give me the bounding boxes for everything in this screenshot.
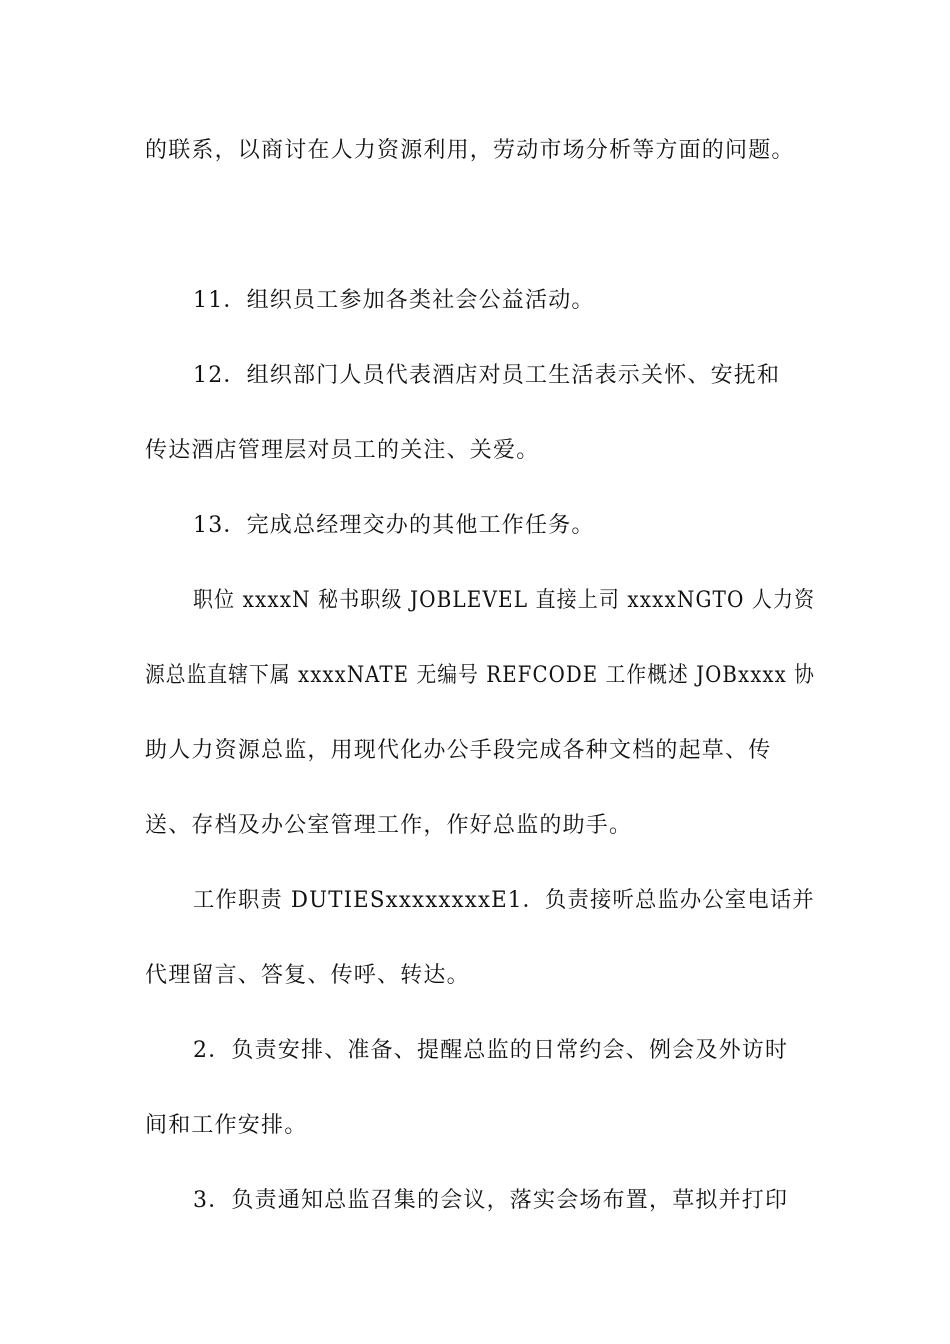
text-line-8: 助人力资源总监，用现代化办公手段完成各种文档的起草、传: [145, 738, 772, 763]
text-line-10: 工作职责 DUTIESxxxxxxxxE1．负责接听总监办公室电话并: [193, 888, 815, 913]
text-line-12: 2．负责安排、准备、提醒总监的日常约会、例会及外访时: [193, 1038, 789, 1063]
text-line-14: 3．负责通知总监召集的会议，落实会场布置，草拟并打印: [193, 1188, 789, 1213]
text-line-11: 代理留言、答复、传呼、转达。: [145, 963, 470, 988]
text-line-9: 送、存档及办公室管理工作，作好总监的助手。: [145, 813, 633, 838]
text-line-5: 13．完成总经理交办的其他工作任务。: [193, 513, 595, 538]
text-line-3: 12．组织部门人员代表酒店对员工生活表示关怀、安抚和: [193, 363, 781, 388]
text-line-13: 间和工作安排。: [145, 1113, 308, 1138]
text-line-1: 的联系，以商讨在人力资源利用，劳动市场分析等方面的问题。: [145, 138, 795, 163]
text-line-7: 源总监直辖下属 xxxxNATE 无编号 REFCODE 工作概述 JOBxxxx 协: [145, 663, 815, 688]
text-line-4: 传达酒店管理层对员工的关注、关爱。: [145, 438, 540, 463]
text-line-2: 11．组织员工参加各类社会公益活动。: [193, 288, 595, 313]
text-line-6: 职位 xxxxN 秘书职级 JOBLEVEL 直接上司 xxxxNGTO 人力资: [193, 588, 816, 613]
